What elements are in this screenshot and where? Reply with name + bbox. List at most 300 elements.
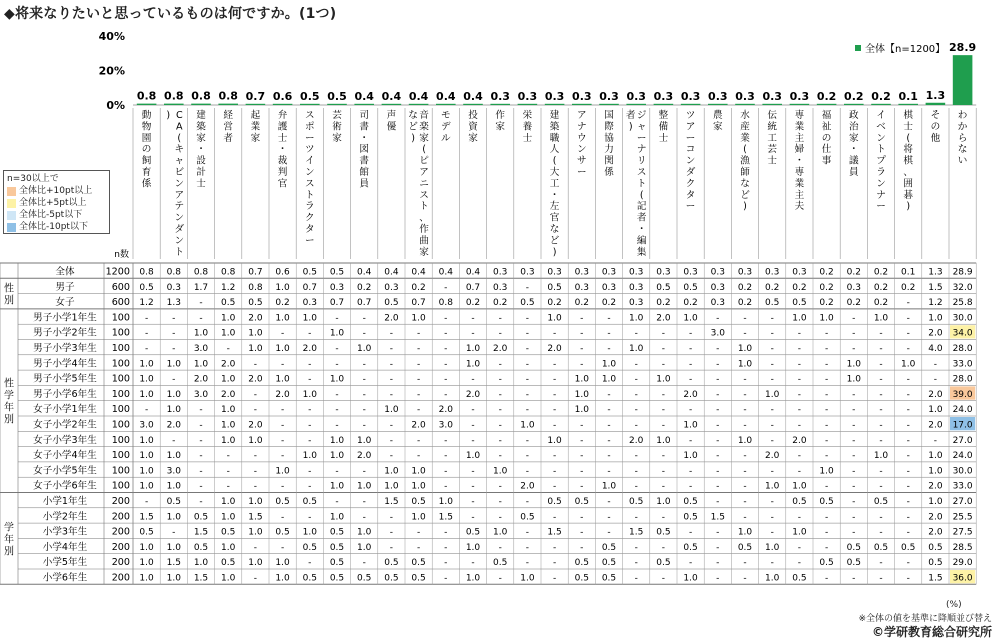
category-label: 整備士: [658, 110, 669, 144]
table-cell: -: [607, 389, 611, 400]
table-cell: -: [444, 359, 448, 370]
table-cell: 0.5: [411, 573, 426, 584]
category-labels: [133, 108, 976, 259]
table-cell: -: [661, 451, 666, 462]
table-cell: -: [226, 481, 230, 492]
table-cell: -: [879, 527, 883, 538]
table-cell: 0.2: [901, 282, 916, 293]
bar: [436, 104, 456, 105]
table-cell: 1.0: [302, 389, 317, 400]
table-cell: -: [906, 298, 910, 309]
row-n: 100: [111, 465, 130, 477]
table-cell: 0.2: [819, 267, 834, 278]
bar-value-label: 0.4: [354, 89, 374, 103]
table-cell: 1.0: [601, 359, 617, 370]
table-cell: -: [498, 389, 502, 400]
table-cell: 0.3: [574, 282, 589, 293]
table-cell: 0.8: [438, 298, 453, 309]
table-cell: -: [253, 466, 258, 477]
row-n: 100: [111, 404, 130, 416]
table-cell: 1.3: [166, 298, 181, 309]
row-label: 男子小学3年生: [33, 343, 97, 354]
bar-value-label: 0.2: [871, 89, 891, 103]
category-label: 経営者: [223, 110, 233, 144]
legend-item-minus10: [7, 221, 106, 233]
table-cell: 0.3: [683, 267, 698, 278]
table-cell: 1.0: [465, 542, 481, 553]
category-label: その他: [930, 110, 941, 144]
table-cell: -: [416, 542, 421, 553]
bar: [409, 104, 429, 105]
table-cell: -: [716, 344, 720, 354]
table-cell: -: [471, 435, 475, 446]
table-cell: -: [716, 374, 720, 385]
table-cell: -: [362, 497, 366, 507]
table-cell: 2.0: [465, 389, 481, 400]
table-cell: -: [770, 374, 774, 385]
table-cell: -: [852, 405, 856, 416]
table-cell: -: [688, 435, 693, 446]
table-cell: -: [852, 389, 856, 400]
table-cell: 0.1: [901, 267, 916, 278]
table-cell: 32.0: [952, 282, 973, 293]
table-cell: -: [552, 420, 557, 431]
bar: [844, 104, 864, 105]
table-cell: 1.0: [139, 389, 154, 400]
table-cell: -: [824, 481, 829, 492]
row-label: 小学3年生: [42, 526, 88, 538]
table-cell: -: [634, 359, 638, 370]
table-cell: -: [824, 527, 829, 538]
bar: [545, 104, 565, 105]
table-cell: -: [498, 512, 502, 523]
bar: [735, 104, 755, 105]
table-cell: 0.5: [139, 282, 154, 293]
table-cell: 0.2: [792, 282, 807, 293]
table-cell: 1.0: [629, 313, 644, 324]
table-cell: -: [416, 389, 421, 400]
table-cell: 0.3: [493, 282, 508, 293]
table-cell: -: [743, 374, 747, 385]
table-cell: 0.2: [275, 298, 290, 309]
table-cell: -: [770, 497, 774, 507]
table-cell: -: [444, 466, 448, 477]
table-cell: 1.0: [384, 481, 399, 492]
table-cell: -: [688, 527, 693, 538]
table-cell: 1.5: [166, 558, 181, 569]
category-label: ツアーコンダクター: [685, 110, 696, 213]
table-cell: 0.6: [275, 267, 290, 278]
table-cell: 0.5: [275, 497, 290, 507]
bar: [137, 104, 157, 105]
table-cell: -: [634, 542, 638, 553]
table-cell: -: [580, 344, 584, 354]
table-cell: 1.0: [737, 359, 753, 370]
table-cell: -: [280, 512, 285, 523]
category-label: 建築職人(大工・左官など): [549, 110, 560, 258]
table-cell: 1.0: [411, 512, 426, 523]
table-cell: 1.0: [248, 497, 263, 507]
table-cell: 1.0: [357, 344, 372, 354]
table-cell: -: [879, 344, 883, 354]
table-cell: 0.5: [329, 573, 345, 584]
table-cell: -: [770, 420, 774, 431]
table-cell: -: [743, 573, 747, 584]
table-cell: 1.0: [221, 405, 236, 416]
table-cell: -: [335, 466, 339, 477]
table-cell: -: [716, 527, 720, 538]
table-cell: -: [444, 527, 448, 538]
table-cell: 0.2: [819, 298, 834, 309]
row-n: 600: [111, 297, 130, 309]
table-cell: -: [716, 542, 720, 553]
table-cell: 0.5: [166, 497, 181, 507]
table-cell: -: [471, 405, 475, 416]
table-cell: 1.0: [221, 542, 236, 553]
table-cell: 1.0: [819, 313, 834, 324]
row-label: 女子小学3年生: [33, 434, 97, 446]
table-cell: -: [580, 466, 584, 477]
table-cell: -: [144, 313, 149, 324]
table-cell: -: [389, 542, 394, 553]
category-label: 声優: [386, 110, 397, 133]
table-cell: -: [770, 512, 774, 523]
table-cell: -: [308, 435, 312, 446]
table-cell: -: [906, 466, 910, 477]
bar-value-label: 0.3: [708, 89, 728, 103]
table-cell: -: [797, 389, 802, 400]
table-cell: -: [308, 558, 312, 569]
table-cell: -: [199, 481, 203, 492]
table-cell: 1.0: [193, 359, 209, 370]
bar: [708, 104, 728, 105]
table-cell: 1.0: [221, 435, 236, 446]
bar: [246, 104, 266, 105]
table-cell: 0.3: [710, 282, 725, 293]
table-cell: 1.0: [547, 313, 562, 324]
table-cell: -: [362, 405, 366, 416]
table-cell: -: [416, 405, 421, 416]
table-cell: 0.5: [547, 497, 562, 507]
table-cell: -: [525, 451, 530, 462]
table-cell: 0.5: [193, 512, 209, 523]
table-cell: 0.5: [547, 282, 562, 293]
table-cell: -: [688, 466, 693, 477]
table-cell: -: [416, 328, 421, 339]
legend-title: n=30以上で: [7, 174, 59, 184]
table-cell: 1.2: [928, 298, 943, 309]
table-cell: 1.0: [221, 374, 236, 385]
table-cell: 0.3: [629, 282, 644, 293]
row-n: 100: [111, 419, 130, 431]
table-cell: -: [879, 512, 883, 523]
table-cell: 36.0: [952, 573, 973, 584]
table-cell: -: [552, 542, 557, 553]
bar: [490, 104, 510, 105]
bar: [191, 104, 211, 105]
row-label: 女子小学6年生: [33, 480, 97, 492]
table-cell: -: [716, 359, 720, 370]
table-cell: 1.0: [221, 573, 236, 584]
table-cell: -: [172, 313, 176, 324]
table-cell: -: [634, 558, 638, 569]
table-cell: 0.3: [520, 267, 535, 278]
table-cell: 0.5: [792, 573, 807, 584]
table-cell: -: [607, 466, 611, 477]
table-cell: -: [879, 466, 883, 477]
bar: [518, 104, 538, 105]
table-cell: -: [525, 405, 530, 416]
table-cell: 0.5: [357, 573, 372, 584]
table-cell: -: [879, 558, 883, 569]
table-cell: 1.0: [166, 573, 181, 584]
bar-value-label: 0.3: [599, 89, 619, 103]
table-cell: -: [770, 466, 774, 477]
table-cell: -: [525, 282, 530, 293]
table-cell: -: [335, 344, 339, 354]
category-label: 作家: [495, 110, 505, 133]
bar-value-label: 0.7: [245, 89, 266, 103]
table-cell: 0.5: [656, 282, 671, 293]
table-cell: 1.0: [737, 435, 753, 446]
legend-item-minus5: [7, 209, 106, 221]
table-cell: 27.5: [952, 527, 973, 538]
table-cell: -: [389, 527, 394, 538]
table-cell: -: [308, 420, 312, 431]
table-cell: 27.0: [952, 497, 973, 507]
table-cell: -: [879, 389, 883, 400]
legend-item-label: 全体比+5pt以上: [19, 198, 87, 208]
table-cell: -: [172, 344, 176, 354]
table-cell: 0.2: [574, 298, 589, 309]
category-label: ジャーナリスト(記者・編集者): [625, 110, 647, 258]
table-cell: 1.0: [193, 558, 209, 569]
table-cell: -: [335, 359, 339, 370]
table-cell: 2.0: [248, 313, 263, 324]
y-tick-label: 20%: [98, 64, 125, 78]
table-cell: 0.5: [221, 527, 236, 538]
table-cell: -: [797, 328, 802, 339]
table-cell: 0.2: [737, 298, 753, 309]
bar: [871, 104, 891, 105]
table-cell: 1.2: [221, 282, 236, 293]
swatch-minus5: [7, 211, 16, 220]
table-cell: -: [580, 359, 584, 370]
table-cell: -: [852, 497, 856, 507]
table-cell: -: [416, 374, 421, 385]
bar: [790, 104, 810, 105]
row-n: 100: [111, 388, 130, 400]
table-cell: -: [444, 313, 448, 324]
table-cell: -: [716, 497, 720, 507]
table-cell: 1.0: [139, 542, 154, 553]
table-cell: 0.2: [683, 298, 698, 309]
row-n: 100: [111, 312, 130, 324]
table-cell: -: [580, 435, 584, 446]
table-cell: 0.2: [873, 298, 889, 309]
table-cell: 1.0: [357, 527, 372, 538]
row-n: 100: [111, 373, 130, 385]
table-cell: 0.4: [438, 267, 453, 278]
group-label-gender: 性別: [4, 283, 14, 307]
table-cell: 1.5: [928, 282, 943, 293]
table-cell: -: [743, 512, 747, 523]
table-cell: -: [852, 451, 856, 462]
table-cell: 0.5: [737, 542, 753, 553]
table-cell: 2.0: [656, 313, 671, 324]
table-cell: 0.2: [601, 298, 617, 309]
table-cell: 1.0: [329, 451, 345, 462]
table-cell: -: [335, 313, 339, 324]
table-cell: 0.3: [629, 267, 644, 278]
table-cell: 1.0: [221, 512, 236, 523]
row-label: 男子小学2年生: [33, 327, 97, 339]
table-cell: -: [634, 328, 638, 339]
table-cell: -: [634, 481, 638, 492]
table-cell: 30.0: [952, 466, 973, 477]
table-cell: 0.3: [710, 267, 725, 278]
row-label: 女子小学4年生: [33, 450, 97, 462]
table-cell: -: [389, 359, 394, 370]
table-cell: 2.0: [357, 451, 372, 462]
table-cell: 2.0: [520, 481, 535, 492]
table-cell: -: [906, 573, 910, 584]
table-cell: 2.0: [928, 512, 943, 523]
table-cell: -: [471, 313, 475, 324]
table-cell: -: [661, 481, 666, 492]
bar-value-label: 0.3: [626, 89, 646, 103]
table-cell: 1.0: [221, 328, 236, 339]
table-cell: 1.0: [629, 344, 644, 354]
category-label: 起業家: [250, 110, 261, 144]
table-cell: 1.0: [601, 374, 617, 385]
table-cell: 1.0: [465, 573, 481, 584]
table-cell: 3.0: [166, 466, 181, 477]
table-cell: -: [743, 405, 747, 416]
table-cell: -: [362, 420, 366, 431]
table-cell: 2.0: [928, 481, 943, 492]
table-cell: 0.5: [928, 558, 943, 569]
table-cell: 1.0: [275, 313, 290, 324]
table-cell: 1.0: [656, 374, 671, 385]
row-label: 小学6年生: [42, 572, 88, 584]
table-cell: 0.2: [873, 282, 889, 293]
table-cell: -: [661, 466, 666, 477]
table-cell: -: [743, 389, 747, 400]
table-cell: -: [172, 328, 176, 339]
bar-value-label: 0.6: [272, 89, 293, 103]
table-cell: 1.0: [574, 374, 589, 385]
table-cell: 0.5: [601, 542, 617, 553]
table-cell: -: [416, 527, 421, 538]
table-cell: -: [716, 573, 720, 584]
table-cell: -: [797, 374, 802, 385]
table-cell: -: [688, 481, 693, 492]
table-cell: -: [280, 542, 285, 553]
table-cell: 1.0: [737, 344, 753, 354]
table-cell: 2.0: [221, 389, 236, 400]
table-cell: -: [280, 359, 285, 370]
table-cell: 0.7: [465, 282, 481, 293]
table-cell: 25.8: [952, 298, 973, 309]
table-cell: 1.0: [139, 435, 154, 446]
table-cell: -: [444, 573, 448, 584]
table-cell: 1.2: [139, 298, 154, 309]
table-cell: 1.0: [302, 451, 317, 462]
bar: [681, 104, 701, 105]
table-cell: -: [335, 389, 339, 400]
table-cell: -: [852, 328, 856, 339]
table-cell: -: [688, 558, 693, 569]
table-cell: 1.0: [275, 282, 290, 293]
table-cell: -: [688, 359, 693, 370]
table-cell: 0.5: [683, 282, 698, 293]
table-cell: 0.3: [629, 298, 644, 309]
bar-value-label: 0.3: [762, 89, 782, 103]
table-cell: 2.0: [275, 389, 290, 400]
table-cell: -: [389, 374, 394, 385]
table-cell: -: [172, 435, 176, 446]
table-cell: -: [716, 435, 720, 446]
table-cell: 1.3: [928, 267, 943, 278]
swatch-minus10: [7, 223, 16, 232]
table-cell: 0.5: [384, 298, 399, 309]
table-cell: 28.5: [952, 542, 973, 553]
table-cell: 0.5: [275, 527, 290, 538]
table-cell: -: [280, 405, 285, 416]
table-cell: 0.5: [221, 298, 236, 309]
table-cell: 1.0: [329, 328, 345, 339]
table-cell: -: [498, 374, 502, 385]
table-cell: 3.0: [438, 420, 453, 431]
row-label: 男子小学5年生: [33, 373, 97, 385]
table-cell: -: [471, 481, 475, 492]
table-cell: -: [852, 466, 856, 477]
table-cell: -: [525, 542, 530, 553]
table-cell: 1.0: [411, 481, 426, 492]
bar: [953, 55, 973, 105]
table-cell: -: [444, 451, 448, 462]
table-cell: -: [852, 344, 856, 354]
highlight-legend: [3, 170, 110, 234]
table-cell: 1.0: [139, 573, 154, 584]
table-cell: 0.5: [302, 497, 317, 507]
table-cell: -: [444, 344, 448, 354]
table-cell: 0.3: [656, 267, 671, 278]
table-cell: -: [308, 374, 312, 385]
row-n: 1200: [105, 266, 130, 278]
table-cell: -: [308, 328, 312, 339]
table-cell: -: [824, 451, 829, 462]
table-cell: 0.8: [193, 267, 209, 278]
bar-value-label: 0.4: [381, 89, 402, 103]
table-cell: -: [498, 420, 502, 431]
table-cell: 1.0: [493, 527, 508, 538]
row-n: 100: [111, 450, 130, 462]
table-cell: 0.5: [629, 497, 644, 507]
bar-value-label: 0.3: [789, 89, 810, 103]
table-cell: -: [879, 435, 883, 446]
table-cell: 0.8: [166, 267, 181, 278]
bar-value-label: 0.1: [898, 89, 918, 103]
row-label: 小学5年生: [42, 557, 88, 569]
table-cell: -: [824, 573, 829, 584]
table-cell: 0.2: [765, 282, 780, 293]
table-cell: -: [444, 282, 448, 293]
table-cell: -: [444, 374, 448, 385]
category-label: スポーツインストラクター: [305, 110, 315, 247]
table-cell: 1.0: [928, 405, 943, 416]
